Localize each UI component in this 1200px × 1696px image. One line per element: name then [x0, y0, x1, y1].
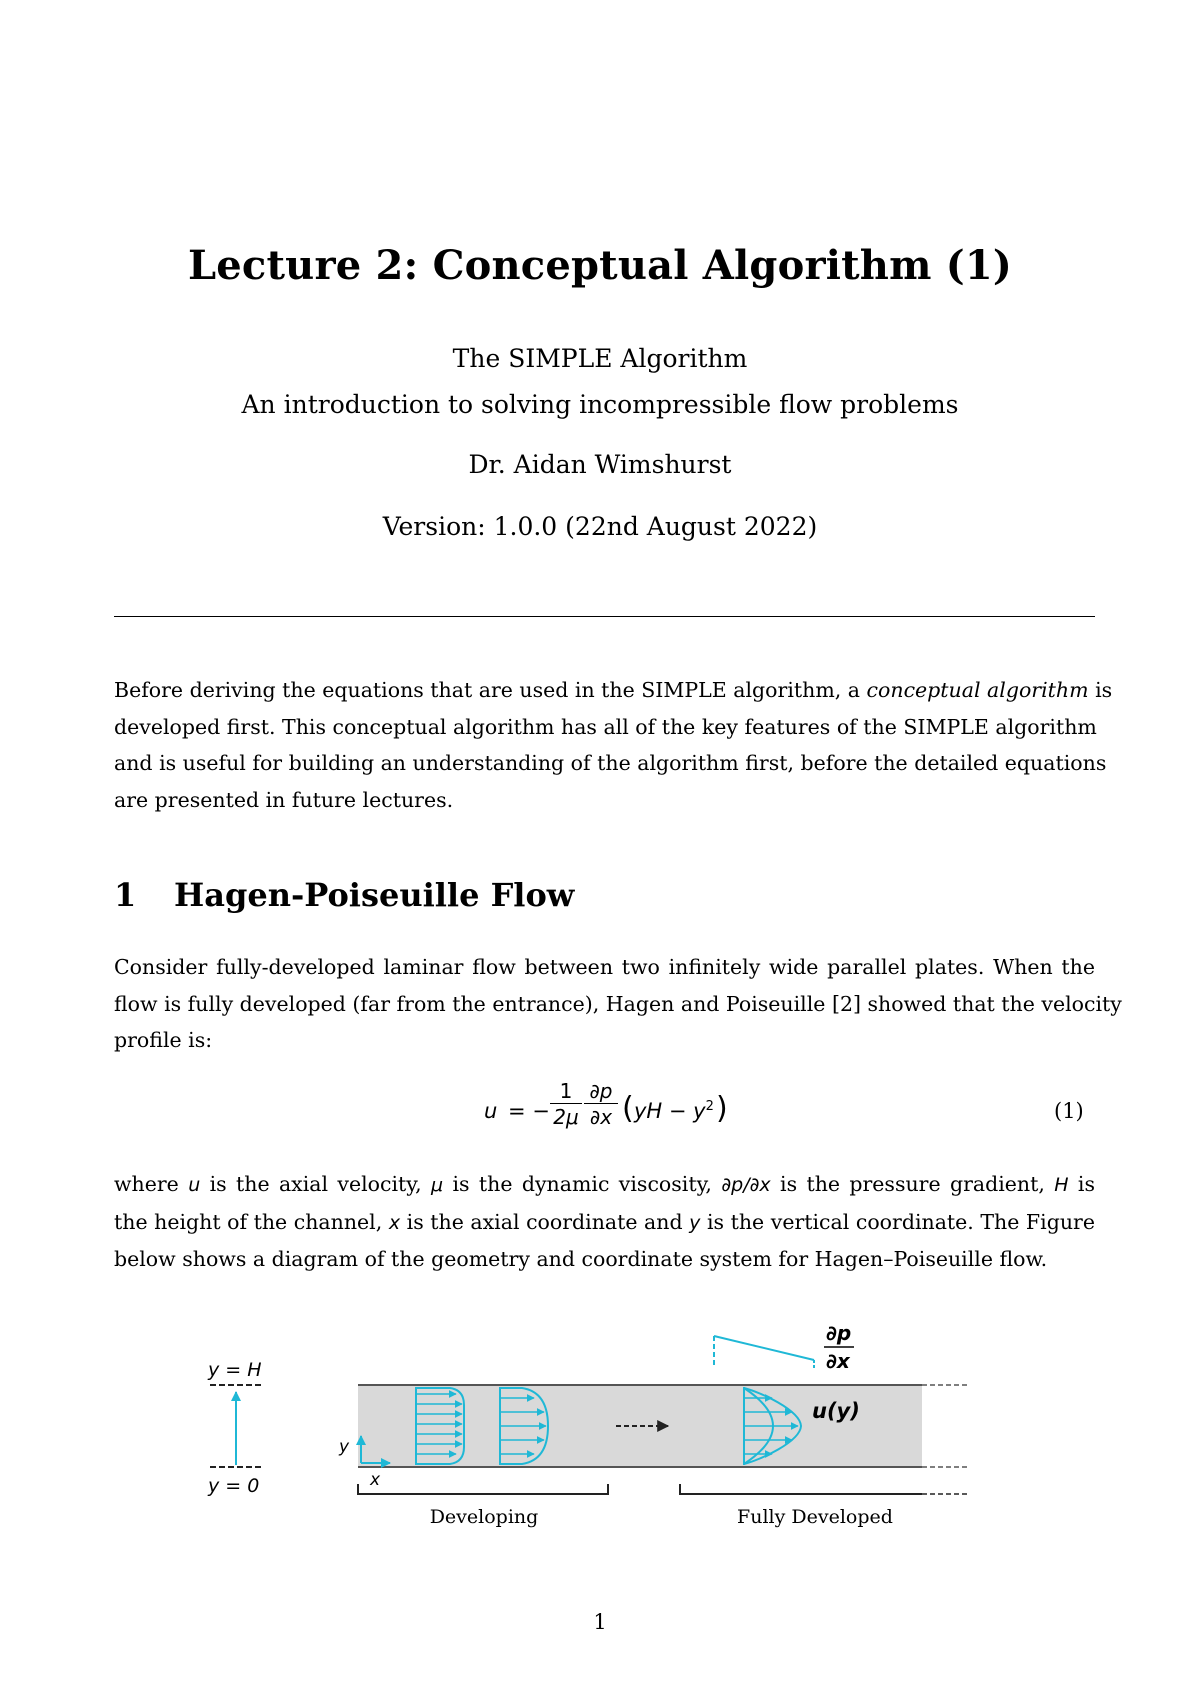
body-p1-line-2: flow is fully developed (far from the entrance), Hagen and Poiseuille [2] showed that the velocity — [114, 991, 1122, 1016]
author: Dr. Aidan Wimshurst — [468, 450, 732, 479]
subtitle-description: An introduction to solving incompressible flow problems — [241, 390, 959, 419]
developing-bracket — [358, 1484, 608, 1494]
subtitle: The SIMPLE Algorithm — [452, 344, 748, 373]
label-fully-developed: Fully Developed — [737, 1506, 893, 1528]
label-velocity-profile: u(y) — [812, 1399, 860, 1423]
eq-open-paren: ( — [622, 1091, 634, 1126]
body-p2-line-3: below shows a diagram of the geometry and coordinate system for Hagen–Poiseuille flow. — [114, 1247, 1048, 1271]
eq-close-paren: ) — [716, 1091, 728, 1126]
equation-number: (1) — [1054, 1099, 1084, 1123]
section-number: 1 — [114, 876, 137, 914]
axis-label-x: x — [370, 1470, 381, 1490]
intro-line-1: Before deriving the equations that are used in the SIMPLE algorithm, a conceptual algorithm is — [114, 678, 1113, 702]
section-title: Hagen-Poiseuille Flow — [174, 876, 575, 914]
label-developing: Developing — [429, 1506, 539, 1528]
eq-fraction-viscosity: 1 2μ — [550, 1079, 582, 1130]
page-number: 1 — [593, 1610, 607, 1634]
label-y-equals-0: y = 0 — [208, 1475, 260, 1497]
eq-lhs: u — [484, 1099, 498, 1123]
eq-fraction-pressure-gradient: ∂p ∂x — [584, 1079, 618, 1130]
eq-inner: yH − $y^2$ — [634, 1099, 714, 1123]
body-p2-line-1: where u is the axial velocity, μ is the dynamic viscosity, ∂p/∂x is the pressure gradient, H is — [114, 1172, 1095, 1196]
intro-line-4: are presented in future lectures. — [114, 787, 454, 812]
intro-line-2: developed first. This conceptual algorithm has all of the key features of the SIMPLE algorithm — [114, 714, 1097, 739]
eq-equals-minus: = − — [508, 1099, 550, 1123]
conceptual-algorithm-emphasis: conceptual algorithm — [866, 678, 1089, 702]
intro-line-3: and is useful for building an understanding of the algorithm first, before the detailed equations — [114, 751, 1107, 775]
pressure-gradient-line — [714, 1336, 814, 1360]
lecture-title: Lecture 2: Conceptual Algorithm (1) — [187, 242, 1013, 289]
label-y-equals-h: y = H — [208, 1359, 262, 1381]
version: Version: 1.0.0 (22nd August 2022) — [382, 512, 818, 541]
body-p1-line-3: profile is: — [114, 1028, 213, 1052]
label-dp: ∂p — [826, 1321, 852, 1345]
body-p1-line-1: Consider fully-developed laminar flow between two infinitely wide parallel plates. When the — [114, 955, 1095, 979]
label-dx: ∂x — [826, 1349, 850, 1373]
axis-label-y: y — [339, 1437, 350, 1457]
fully-developed-bracket — [680, 1484, 922, 1494]
body-p2-line-2: the height of the channel, x is the axial coordinate and y is the vertical coordinate. The Figure — [114, 1209, 1095, 1234]
